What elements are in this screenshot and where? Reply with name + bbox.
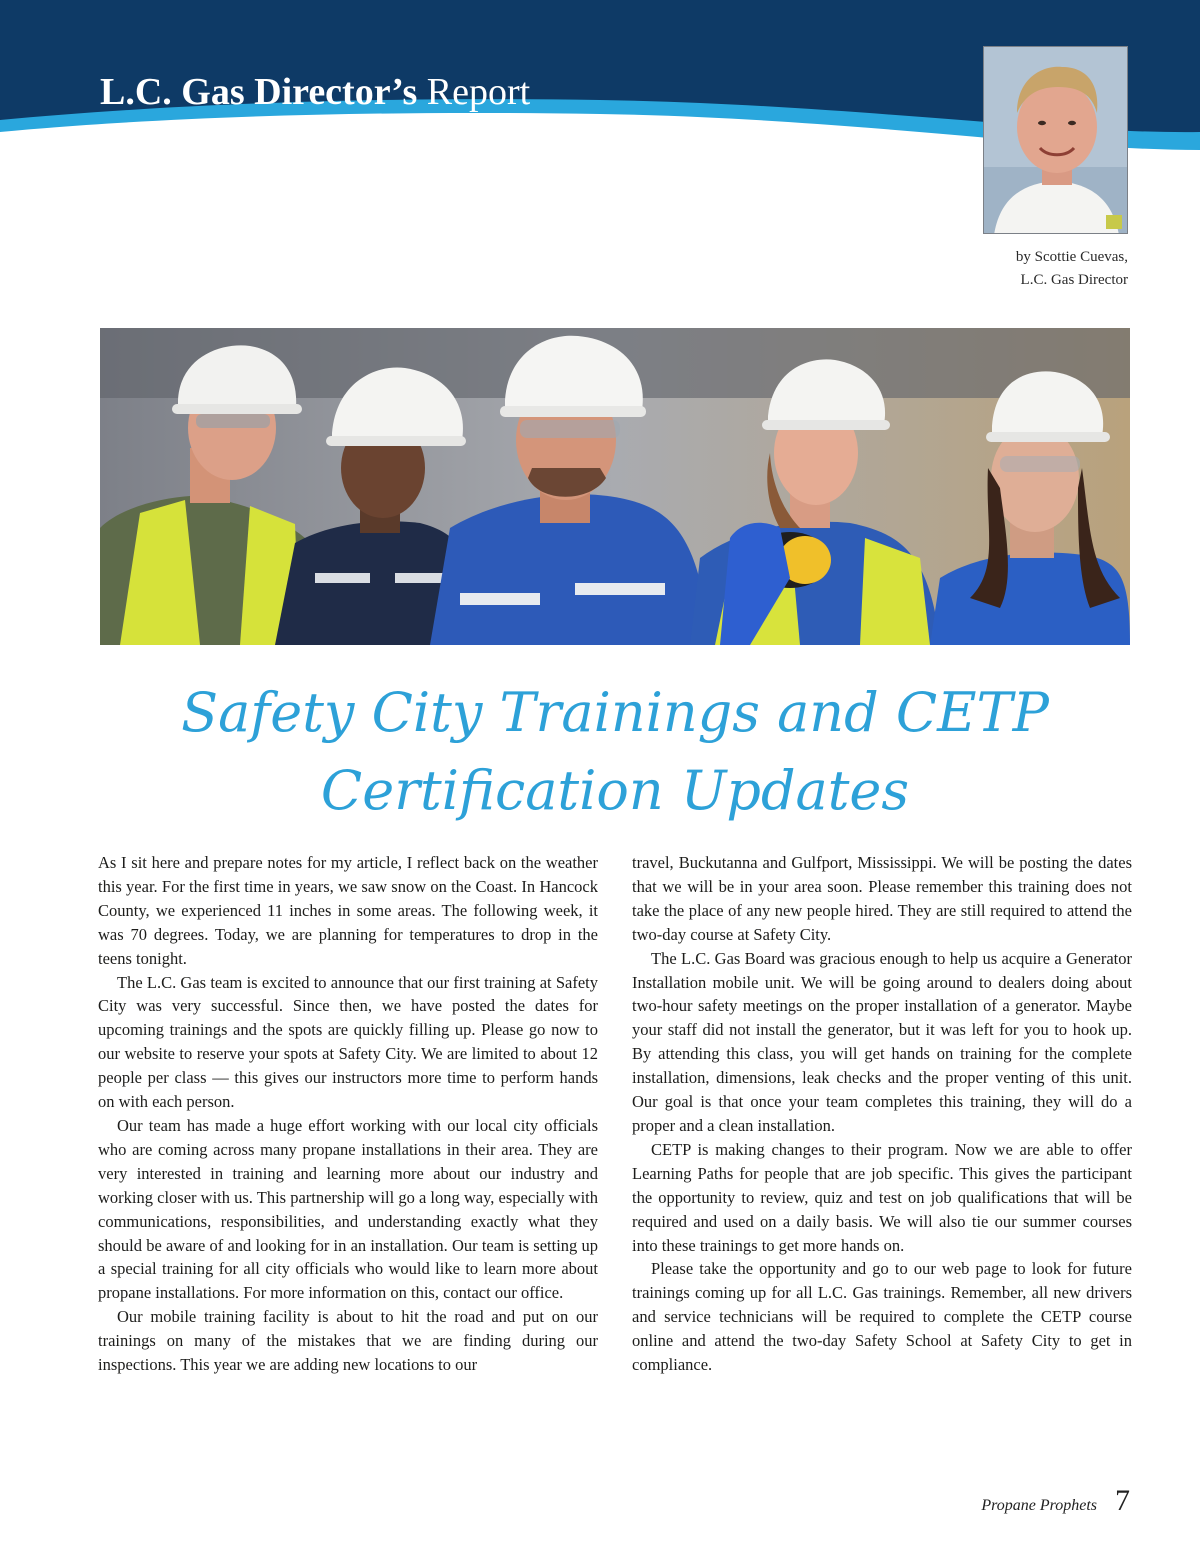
author-portrait-image	[984, 47, 1128, 234]
paragraph: As I sit here and prepare notes for my article, I reflect back on the weather this year. For the first time in years, we saw snow on the Coast. In Hancock County, we experienced 11 inches in some areas. The following week, it was 70 degrees. Today, we are planning for temperatures to drop in the teens tonight.	[98, 853, 598, 968]
paragraph: Our mobile training facility is about to hit the road and put on our trainings on many of the mistakes that we are finding during our inspections. This year we are adding new locations to our	[98, 1307, 598, 1375]
author-photo	[983, 46, 1128, 234]
workers-photo-image	[100, 328, 1130, 645]
page-footer	[981, 1484, 1130, 1518]
article-column-left	[98, 851, 598, 1377]
page-number: 7	[1115, 1484, 1130, 1517]
hero-photo	[100, 328, 1130, 645]
section-title-light: Report	[426, 71, 531, 113]
paragraph: travel, Buckutanna and Gulfport, Mississippi. We will be posting the dates that we will be in your area soon. Please remember this training does not take the place of any new people hired. They are still required to attend the two-day course at Safety City.	[632, 853, 1132, 944]
article-title-line-2: Certification Updates	[320, 759, 910, 822]
paragraph: The L.C. Gas team is excited to announce that our first training at Safety City was very successful. Since then, we have posted the dates for upcoming trainings and the spots are quickly filling up. Please go now to our website to reserve your spots at Safety City. We are limited to about 12 people per class — this gives our instructors more time to perform hands on with each person.	[98, 972, 598, 1112]
article-column-right	[632, 851, 1132, 1377]
byline	[1016, 246, 1128, 292]
section-title-bold: L.C. Gas Director’s	[100, 71, 418, 113]
byline-author: by Scottie Cuevas,	[1015, 249, 1128, 265]
section-title	[100, 70, 530, 114]
paragraph: The L.C. Gas Board was gracious enough to help us acquire a Generator Installation mobile unit. We will be going around to dealers doing about two-hour safety meetings on the proper installation of a generator. Maybe your staff did not install the generator, but it was left for you to hook up. By attending this class, you will get hands on training for the complete installation, dimensions, leak checks and the proper venting of this unit. Our goal is that once your team completes this training, they will do a proper and a clean installation.	[632, 948, 1132, 1135]
paragraph: Please take the opportunity and go to our web page to look for future trainings coming up for all L.C. Gas trainings. Remember, all new drivers and service technicians will be required to complete the CETP course online and attend the two-day Safety School at Safety City to get in compliance.	[632, 1259, 1132, 1375]
magazine-name: Propane Prophets	[981, 1497, 1097, 1514]
paragraph: CETP is making changes to their program. Now we are able to offer Learning Paths for people that are job specific. This gives the participant the opportunity to review, quiz and test on job qualifications that will be required and used on a daily basis. We will also tie our summer courses into these trainings to get more hands on.	[632, 1139, 1132, 1255]
paragraph: Our team has made a huge effort working with our local city officials who are coming across many propane installations in their area. They are very interested in training and learning more about our industry and working closer with us. This partnership will go a long way, especially with communications, responsibilities, and understanding exactly what they should be aware of and looking for in an installation. Our team is setting up a special training for all city officials who would like to learn more about propane installations. For more information on this, contact our office.	[98, 1115, 598, 1303]
article-title-line-1: Safety City Trainings and CETP	[181, 681, 1049, 744]
byline-role: L.C. Gas Director	[1020, 272, 1128, 288]
article-title	[100, 674, 1130, 830]
